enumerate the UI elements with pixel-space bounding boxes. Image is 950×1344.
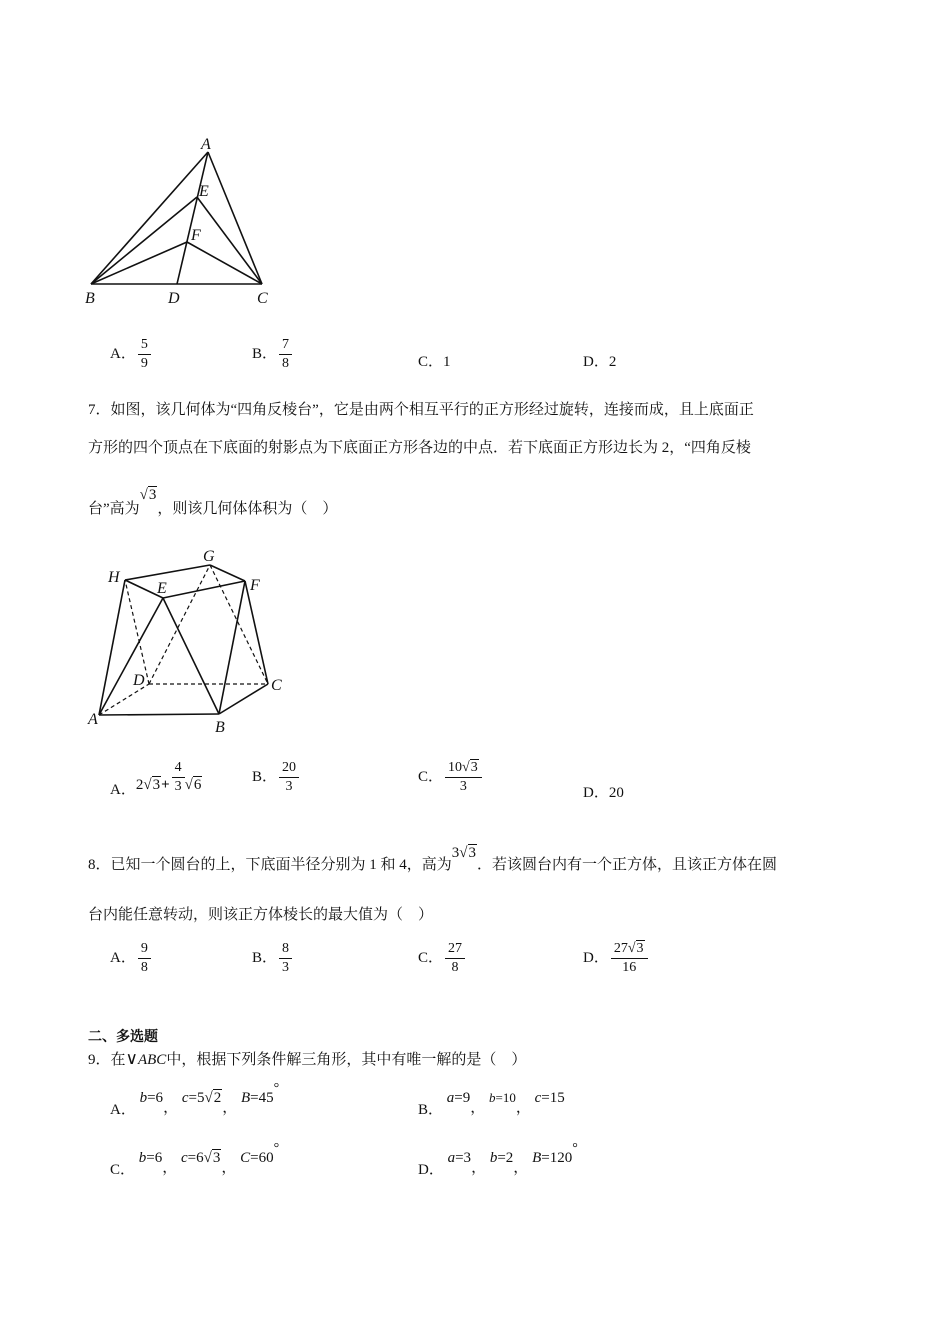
- coef: 10: [448, 760, 463, 775]
- option-label: B．: [252, 950, 278, 967]
- plus: +: [161, 777, 170, 794]
- option-label: D．: [583, 950, 609, 967]
- denominator: 3: [174, 779, 182, 795]
- q8-text-line1: [88, 845, 778, 874]
- label-f: F: [191, 227, 201, 244]
- section-heading: 二、多选题: [88, 1029, 158, 1045]
- q9-option-c[interactable]: [110, 1141, 280, 1178]
- q9-text-pre: 9．在: [88, 1052, 126, 1068]
- label-c: C: [271, 677, 282, 694]
- numerator: 7: [279, 337, 292, 355]
- numerator: 10√3: [445, 760, 482, 778]
- option-label: C．: [110, 1162, 136, 1178]
- separator: ，: [515, 1100, 531, 1116]
- var: B: [240, 1090, 251, 1106]
- value: =6: [147, 1090, 164, 1106]
- label-e: E: [157, 580, 167, 597]
- q9-option-d[interactable]: [418, 1141, 578, 1178]
- numerator: 9: [138, 941, 151, 959]
- coef: 2: [135, 777, 144, 794]
- label-h: H: [108, 569, 120, 586]
- triangle-name: ABC: [137, 1052, 167, 1068]
- radicand: 3: [636, 941, 644, 956]
- option-value: 20: [608, 785, 624, 801]
- value: =15: [541, 1090, 565, 1106]
- option-label: B．: [252, 346, 278, 363]
- q7-text-line3: [88, 487, 338, 518]
- q7-text-line2: 方形的四个顶点在下底面的射影点为下底面正方形各边的中点．若下底面正方形边长为 2，“四角反棱: [88, 440, 751, 456]
- var: c: [534, 1090, 542, 1106]
- var: a: [446, 1090, 455, 1106]
- sqrt: √2: [204, 1090, 222, 1106]
- denominator: 3: [282, 960, 290, 976]
- q9-option-a[interactable]: [110, 1081, 280, 1118]
- fraction: [611, 941, 648, 976]
- var: c: [181, 1090, 189, 1106]
- q7-option-b[interactable]: [252, 760, 299, 795]
- label-b: B: [215, 719, 225, 736]
- denominator: 9: [140, 356, 148, 372]
- degree-symbol: °: [572, 1141, 578, 1156]
- var: b: [489, 1150, 498, 1166]
- option-label: C．: [418, 769, 444, 786]
- radicand: 6: [193, 777, 202, 794]
- option-label: A．: [110, 950, 136, 967]
- q7-option-d[interactable]: [583, 781, 624, 802]
- label-a: A: [201, 136, 211, 153]
- numerator: 8: [279, 941, 292, 959]
- option-label: D．: [583, 785, 609, 801]
- radicand: 3: [152, 777, 161, 794]
- value: =45: [250, 1090, 274, 1106]
- label-c: C: [257, 290, 268, 307]
- value: =3: [455, 1150, 472, 1166]
- numerator: 27: [445, 941, 465, 959]
- option-value: 1: [443, 354, 451, 370]
- label-e: E: [199, 183, 209, 200]
- q6-option-c[interactable]: [418, 350, 451, 371]
- three-sqrt-3: 3√3: [451, 845, 476, 861]
- value: =10: [495, 1090, 516, 1105]
- degree-symbol: °: [273, 1141, 280, 1156]
- option-label: B．: [418, 1102, 444, 1118]
- option-label: A．: [110, 346, 136, 363]
- q6-option-a[interactable]: [110, 337, 151, 372]
- var: C: [240, 1150, 251, 1166]
- q8-text: 8．已知一个圆台的上，下底面半径分别为 1 和 4，高为: [88, 857, 452, 873]
- q7-text-line1: 7．如图，该几何体为“四角反棱台”，它是由两个相互平行的正方形经过旋转，连接而成，且上底面正: [88, 402, 754, 418]
- label-g: G: [203, 548, 215, 565]
- denominator: 8: [451, 960, 459, 976]
- option-label: B．: [252, 769, 278, 786]
- radicand: 3: [148, 487, 157, 503]
- q8-option-c[interactable]: [418, 941, 465, 976]
- var: b: [139, 1090, 148, 1106]
- separator: ，: [221, 1160, 237, 1176]
- q7-text: ，则该几何体体积为（ ）: [157, 501, 338, 517]
- denominator: 3: [285, 779, 293, 795]
- label-b: B: [85, 290, 95, 307]
- label-d: D: [168, 290, 180, 307]
- label-a: A: [88, 711, 98, 728]
- denominator: 3: [459, 779, 467, 795]
- triangle-symbol: ∨: [125, 1049, 138, 1068]
- q7-text: 台”高为: [88, 501, 140, 517]
- option-label: D．: [583, 354, 609, 370]
- option-value: 2: [608, 354, 617, 370]
- option-label: A．: [110, 782, 136, 798]
- q7-option-c[interactable]: [418, 760, 482, 795]
- option-label: C．: [418, 950, 444, 967]
- var: a: [447, 1150, 456, 1166]
- var: c: [181, 1150, 188, 1166]
- numerator: 4: [172, 760, 185, 778]
- value: =9: [454, 1090, 471, 1106]
- fraction: [279, 760, 299, 795]
- denominator: 8: [140, 960, 148, 976]
- value: =120: [541, 1150, 573, 1166]
- separator: ，: [162, 1160, 178, 1176]
- var: B: [532, 1150, 542, 1166]
- label-f: F: [250, 577, 260, 594]
- q7-option-a[interactable]: [110, 760, 202, 798]
- var: b: [138, 1150, 147, 1166]
- fraction: [138, 941, 151, 976]
- denominator: 8: [282, 356, 290, 372]
- separator: ，: [163, 1100, 179, 1116]
- antiprism-figure: [85, 540, 305, 740]
- sqrt-3: √3: [139, 487, 157, 503]
- separator: ，: [471, 1160, 487, 1176]
- numerator: 27√3: [611, 941, 648, 959]
- radicand: 3: [468, 845, 476, 861]
- q8-option-b[interactable]: [252, 941, 292, 976]
- value: =6: [146, 1150, 163, 1166]
- separator: ，: [470, 1100, 486, 1116]
- value: =6: [187, 1150, 204, 1166]
- q8-option-a[interactable]: [110, 941, 151, 976]
- option-label: C．: [418, 354, 444, 370]
- denominator: 16: [622, 960, 637, 976]
- fraction: [172, 760, 185, 795]
- fraction: [445, 941, 465, 976]
- q9-text: [88, 1048, 526, 1069]
- q9-text-post: 中，根据下列条件解三角形，其中有唯一解的是（ ）: [166, 1052, 527, 1068]
- triangle-figure: [80, 130, 290, 310]
- coef: 27: [613, 941, 628, 956]
- label-d: D: [133, 672, 145, 689]
- numerator: 5: [138, 337, 151, 355]
- separator: ，: [222, 1100, 238, 1116]
- value: =2: [497, 1150, 514, 1166]
- fraction: [279, 337, 292, 372]
- fraction: [279, 941, 292, 976]
- sqrt: √3: [203, 1150, 221, 1166]
- var: b: [489, 1090, 496, 1105]
- q8-text: ．若该圆台内有一个正方体，且该正方体在圆: [477, 857, 778, 873]
- sqrt: √6: [184, 777, 202, 794]
- value: =60: [250, 1150, 274, 1166]
- sqrt: √3: [143, 777, 161, 794]
- q6-option-b[interactable]: [252, 337, 292, 372]
- fraction: [138, 337, 151, 372]
- q8-option-d[interactable]: [583, 941, 648, 976]
- numerator: 20: [279, 760, 299, 778]
- option-expression: [136, 760, 203, 795]
- coef: 3: [451, 845, 460, 861]
- radicand: 3: [470, 760, 478, 775]
- q8-text-line2: 台内能任意转动，则该正方体棱长的最大值为（ ）: [88, 907, 434, 923]
- radicand: 2: [213, 1090, 222, 1106]
- separator: ，: [513, 1160, 529, 1176]
- degree-symbol: °: [273, 1081, 280, 1096]
- option-label: A．: [110, 1102, 136, 1118]
- fraction: [445, 760, 482, 795]
- q6-option-d[interactable]: [583, 350, 616, 371]
- radicand: 3: [212, 1150, 221, 1166]
- option-label: D．: [418, 1162, 444, 1178]
- q9-option-b[interactable]: [418, 1086, 565, 1118]
- value: =5: [188, 1090, 205, 1106]
